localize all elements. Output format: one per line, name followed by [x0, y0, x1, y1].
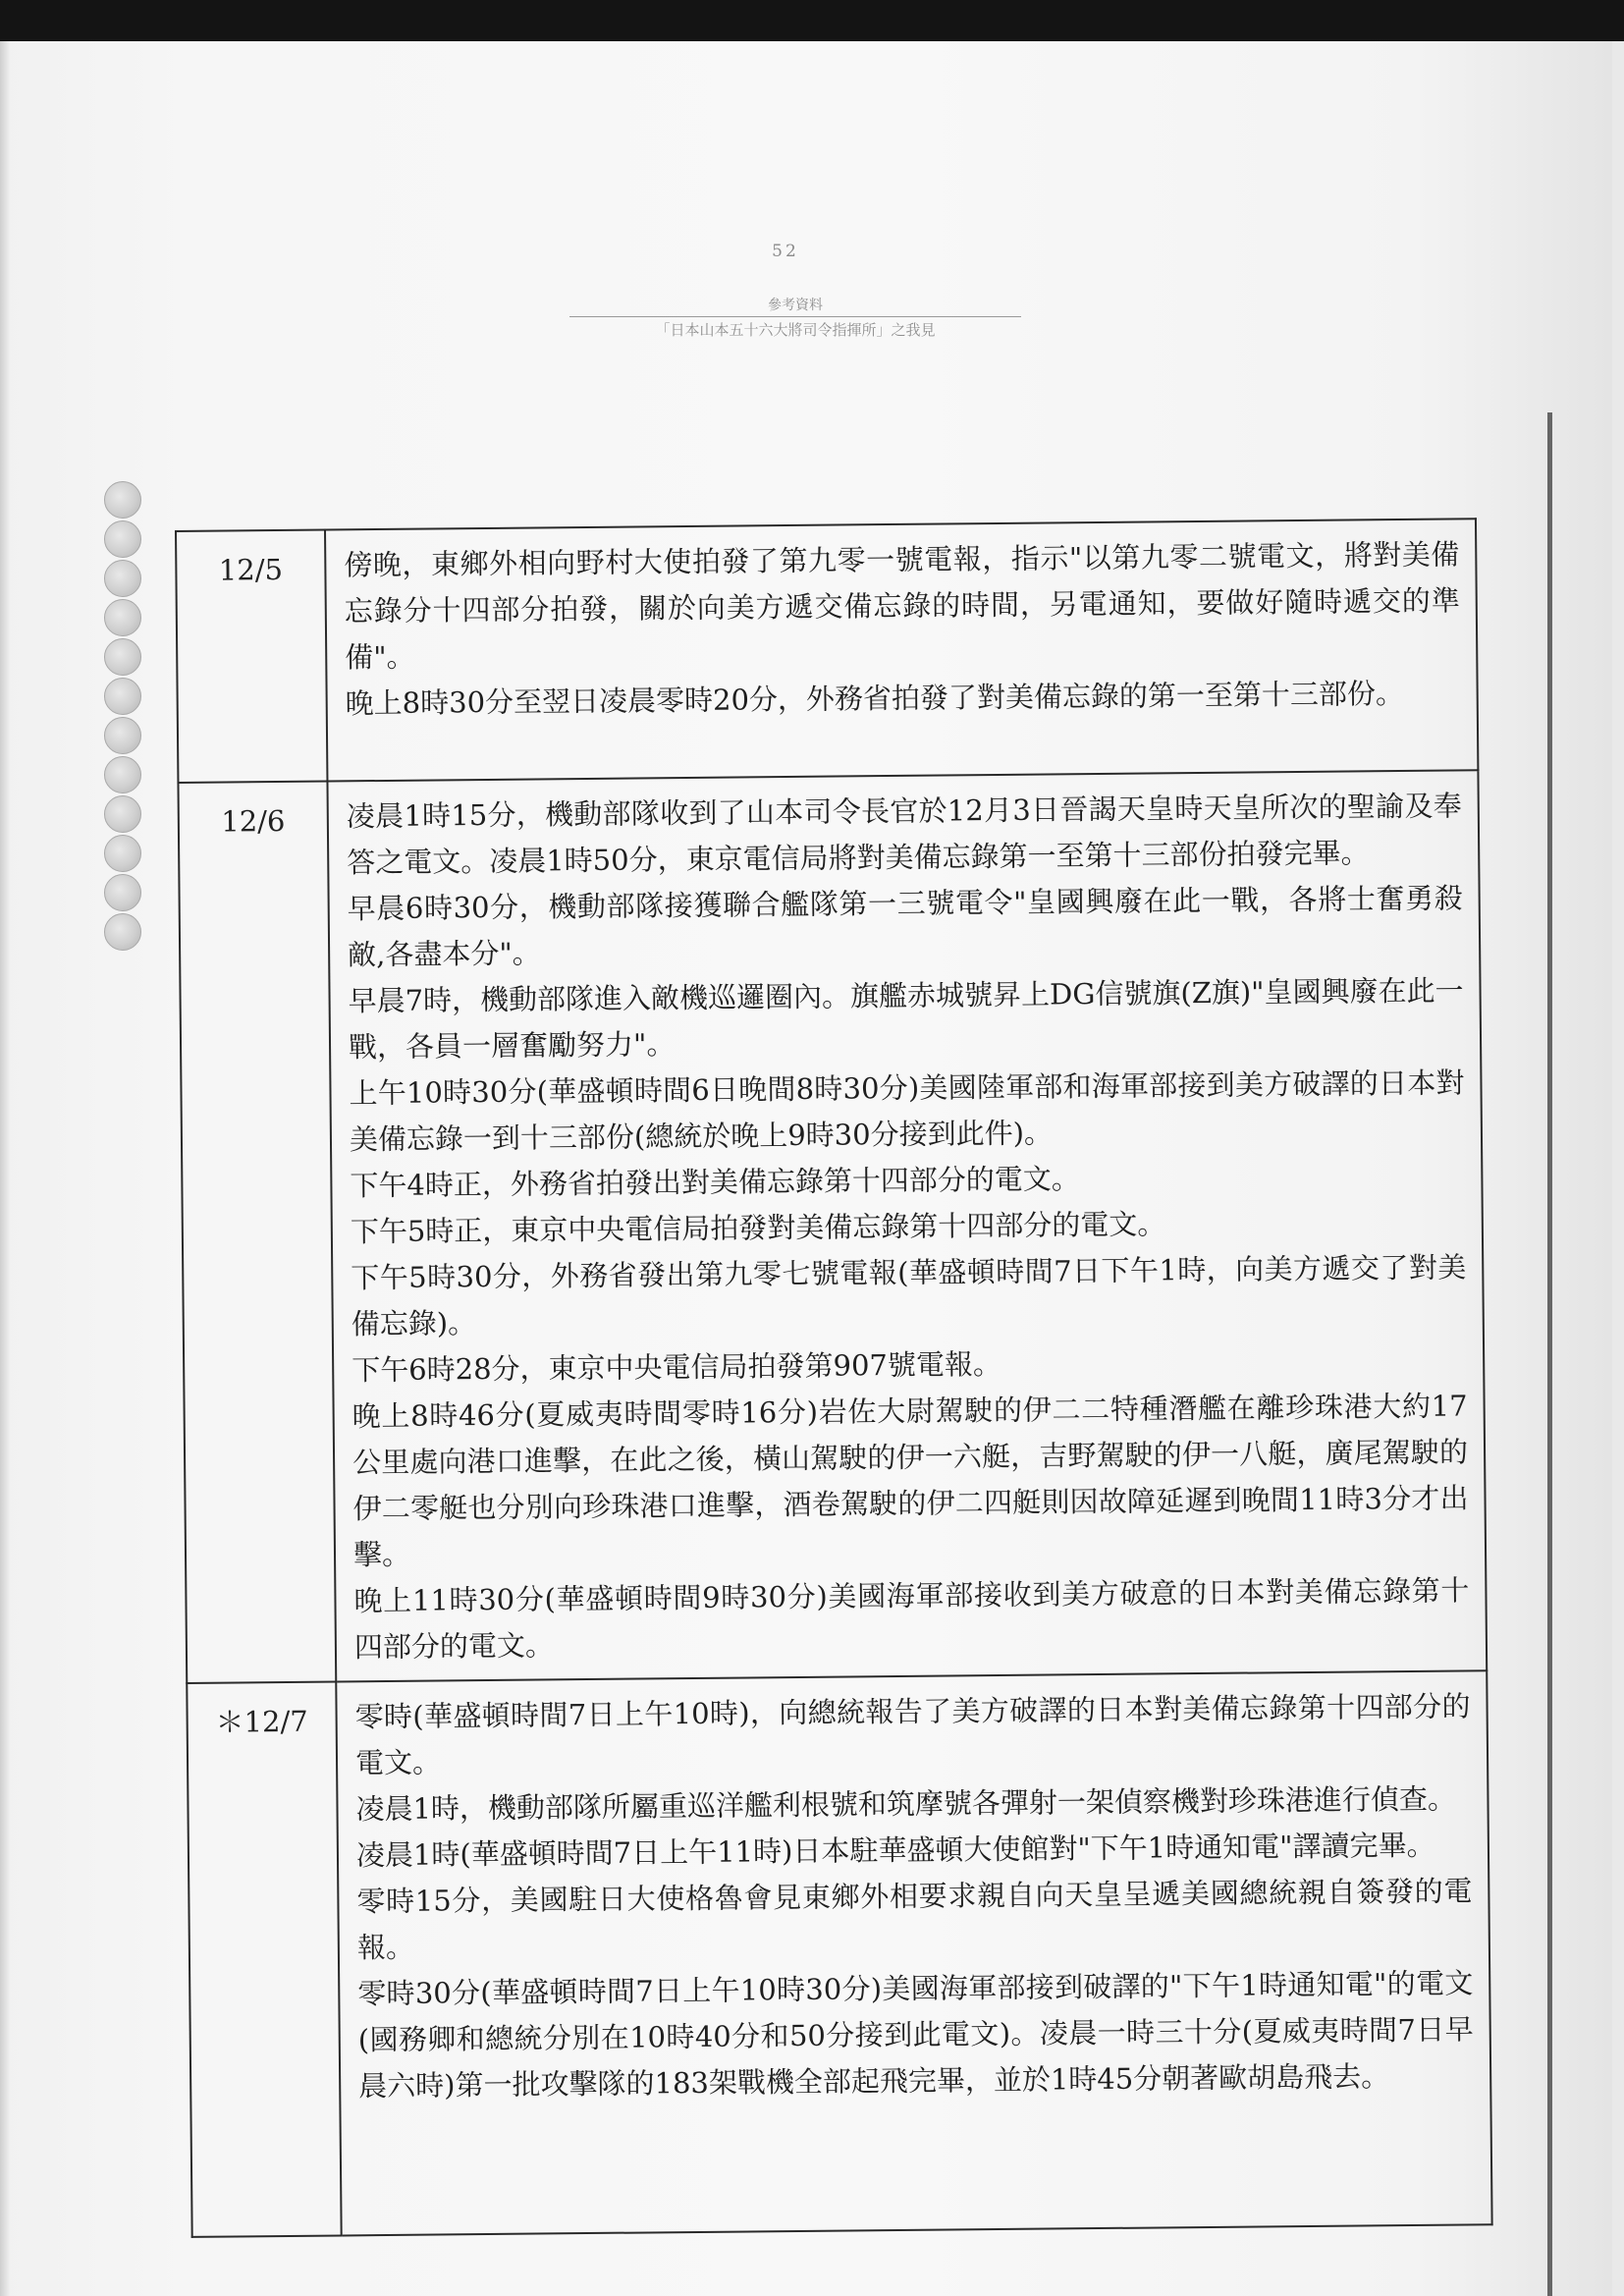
page-number: 52: [772, 242, 799, 261]
chronology-row: [178, 770, 1487, 1683]
chronology-row: [176, 519, 1478, 783]
chronology-table: [175, 518, 1493, 2238]
event-entry: 下午6時28分，東京中央電信局拍發第907號電報。: [352, 1346, 1002, 1388]
chronology-row: [187, 1670, 1491, 2237]
event-entry: 上午10時30分(華盛頓時間6日晚間8時30分)美國陸軍部和海軍部接到美方破譯的日本對美備忘錄一到十三部份(總統於晚上9時30分接到此件)。: [349, 1066, 1465, 1157]
chronology-table-wrapper: [175, 518, 1488, 2238]
event-entry: 零時15分，美國駐日大使格魯會見東鄉外相要求親自向天皇呈遞美國總統親自簽發的電報。: [356, 1874, 1473, 1965]
event-entry: 傍晚，東鄉外相向野村大使拍發了第九零一號電報，指示"以第九零二號電文，將對美備忘錄分十四部分拍發，關於向美方遞交備忘錄的時間，另電通知，要做好隨時遞交的準備"。: [344, 537, 1460, 675]
event-entry: 凌晨1時(華盛頓時間7日上午11時)日本駐華盛頓大使館對"下午1時通知電"譯讀完畢。: [355, 1828, 1435, 1873]
date-label: ＊12/7: [215, 1704, 308, 1739]
event-entry: 下午5時正，東京中央電信局拍發對美備忘錄第十四部分的電文。: [350, 1207, 1166, 1249]
event-entry: 凌晨1時，機動部隊所屬重巡洋艦利根號和筑摩號各彈射一架偵察機對珍珠港進行偵查。: [355, 1781, 1457, 1827]
date-cell: [178, 782, 336, 1683]
binder-holes: [96, 481, 151, 982]
event-list: [328, 771, 1486, 1680]
event-entry: 晚上8時46分(夏威夷時間零時16分)岩佐大尉駕駛的伊二二特種潛艦在離珍珠港大約17公里處向港口進擊，在此之後，橫山駕駛的伊一六艇，吉野駕駛的伊一八艇，廣尾駕駛的伊二零艇也分別向珍珠港口進擊，酒卷駕駛的伊二四艇則因故障延遲到晚間11時3分才出擊。: [352, 1389, 1469, 1572]
binder-hole: [104, 520, 141, 558]
binder-hole: [104, 481, 141, 519]
event-entry: 下午5時30分，外務省發出第九零七號電報(華盛頓時間7日下午1時，向美方遞交了對美備忘錄)。: [351, 1250, 1467, 1341]
events-cell: [336, 1670, 1491, 2235]
binder-hole: [104, 756, 141, 793]
binder-hole: [104, 795, 141, 833]
event-entry: 早晨7時，機動部隊進入敵機巡邏圈內。旗艦赤城號昇上DG信號旗(Z旗)"皇國興廢在此一戰，各員一層奮勵努力"。: [348, 973, 1464, 1065]
date-cell: [176, 530, 327, 783]
scan-left-edge: [0, 41, 10, 2296]
event-entry: 零時(華盛頓時間7日上午10時)，向總統報告了美方破譯的日本對美備忘錄第十四部分的電文。: [354, 1689, 1471, 1780]
binder-hole: [104, 717, 141, 754]
running-head: [569, 295, 1021, 341]
date-label: 12/6: [221, 803, 286, 839]
binder-hole: [104, 560, 141, 597]
binder-hole: [104, 913, 141, 951]
scan-top-border: [0, 0, 1624, 41]
binder-hole: [104, 638, 141, 676]
running-head-title: 「日本山本五十六大將司令指揮所」之我見: [569, 316, 1021, 341]
event-entry: 晚上8時30分至翌日凌晨零時20分，外務省拍發了對美備忘錄的第一至第十三部份。: [345, 676, 1405, 721]
binder-hole: [104, 835, 141, 872]
event-list: [337, 1671, 1490, 2234]
event-entry: 零時30分(華盛頓時間7日上午10時30分)美國海軍部接到破譯的"下午1時通知電"的電文(國務卿和總統分別在10時40分和50分接到此電文)。凌晨一時三十分(夏威夷時間7日早晨六時)第一批攻擊隊的183架戰機全部起飛完畢，並於1時45分朝著歐胡島飛去。: [357, 1966, 1474, 2104]
event-entry: 早晨6時30分，機動部隊接獲聯合艦隊第一三號電令"皇國興廢在此一戰，各將士奮勇殺敵,各盡本分"。: [347, 881, 1463, 972]
running-head-sub: 參考資料: [768, 298, 823, 313]
scan-fold-shadow: [1547, 412, 1552, 2296]
scan-right-edge: [1612, 41, 1624, 2296]
date-cell: [187, 1681, 341, 2236]
event-entry: 晚上11時30分(華盛頓時間9時30分)美國海軍部接收到美方破意的日本對美備忘錄第十四部分的電文。: [353, 1573, 1470, 1665]
binder-hole: [104, 599, 141, 636]
binder-hole: [104, 678, 141, 715]
chronology-body: [176, 519, 1492, 2237]
event-entry: 下午4時正，外務省拍發出對美備忘錄第十四部分的電文。: [350, 1162, 1080, 1203]
binder-hole: [104, 874, 141, 911]
date-label: 12/5: [218, 552, 284, 587]
events-cell: [327, 770, 1487, 1681]
events-cell: [325, 519, 1478, 781]
event-list: [326, 519, 1477, 780]
event-entry: 凌晨1時15分，機動部隊收到了山本司令長官於12月3日晉謁天皇時天皇所次的聖諭及奉答之電文。凌晨1時50分，東京電信局將對美備忘錄第一至第十三部份拍發完畢。: [346, 789, 1462, 880]
